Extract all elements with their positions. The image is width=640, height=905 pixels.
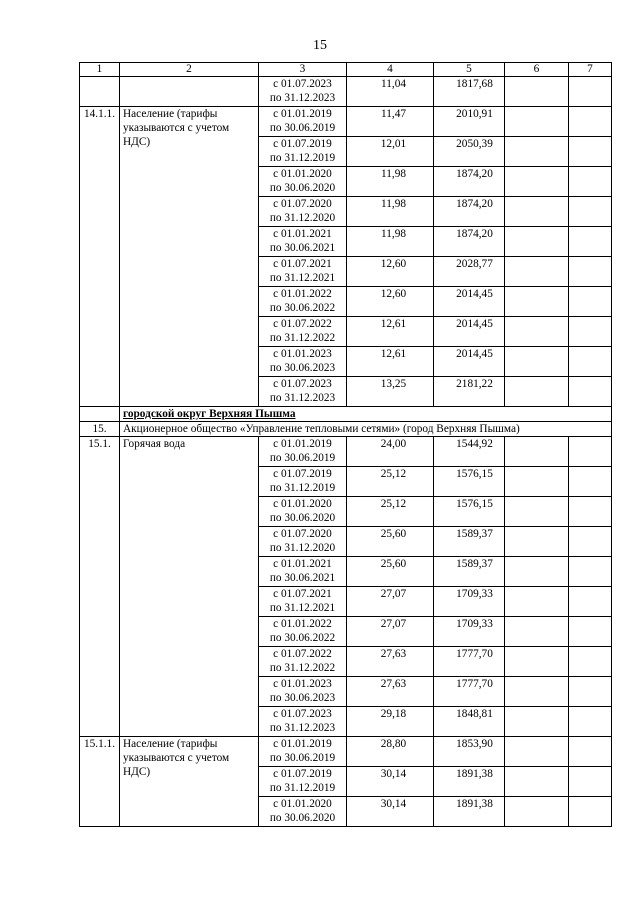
period-cell: [259, 707, 347, 737]
value-col7: [569, 257, 612, 287]
period-from: с 01.01.2020: [273, 798, 332, 810]
value-col5: 1777,70: [434, 677, 505, 707]
value-col6: [505, 647, 569, 677]
value-col5: 1848,81: [434, 707, 505, 737]
value-col4: 12,60: [347, 287, 434, 317]
period-from: с 01.01.2022: [273, 618, 332, 630]
value-col7: [569, 317, 612, 347]
period-to: по 31.12.2023: [269, 92, 336, 104]
period-cell: [259, 767, 347, 797]
value-col4: 29,18: [347, 707, 434, 737]
value-col5: 1874,20: [434, 227, 505, 257]
value-col6: [505, 497, 569, 527]
period-from: с 01.07.2022: [273, 648, 332, 660]
value-col7: [569, 77, 612, 107]
organization-row: [80, 422, 612, 437]
period-cell: [259, 647, 347, 677]
organization-name: Акционерное общество «Управление тепловыми сетями» (город Верхняя Пышма): [120, 422, 612, 437]
section-title: городской округ Верхняя Пышма: [120, 407, 612, 422]
period-to: по 31.12.2019: [269, 482, 336, 494]
value-col6: [505, 677, 569, 707]
value-col5: 1891,38: [434, 767, 505, 797]
value-col4: 11,98: [347, 227, 434, 257]
value-col4: 28,80: [347, 737, 434, 767]
item-number: 14.1.1.: [80, 107, 120, 407]
period-from: с 01.01.2020: [273, 498, 332, 510]
column-header-row: [80, 63, 612, 77]
period-from: с 01.01.2023: [273, 678, 332, 690]
value-col7: [569, 557, 612, 587]
value-col6: [505, 587, 569, 617]
value-col7: [569, 527, 612, 557]
value-col5: 2014,45: [434, 317, 505, 347]
table-row: [80, 107, 612, 137]
value-col7: [569, 107, 612, 137]
column-header: 6: [505, 63, 569, 77]
value-col6: [505, 257, 569, 287]
value-col5: 1576,15: [434, 497, 505, 527]
value-col4: 27,63: [347, 677, 434, 707]
value-col7: [569, 677, 612, 707]
period-to: по 30.06.2021: [269, 572, 336, 584]
period-to: по 31.12.2020: [269, 212, 336, 224]
value-col4: 25,12: [347, 467, 434, 497]
period-cell: [259, 227, 347, 257]
value-col7: [569, 647, 612, 677]
period-to: по 31.12.2021: [269, 272, 336, 284]
value-col5: 2010,91: [434, 107, 505, 137]
period-cell: [259, 197, 347, 227]
value-col4: 25,12: [347, 497, 434, 527]
period-to: по 31.12.2022: [269, 332, 336, 344]
value-col5: 2014,45: [434, 287, 505, 317]
period-from: с 01.07.2019: [273, 768, 332, 780]
value-col7: [569, 707, 612, 737]
period-to: по 31.12.2020: [269, 542, 336, 554]
value-col6: [505, 617, 569, 647]
period-cell: [259, 527, 347, 557]
value-col5: 1709,33: [434, 587, 505, 617]
period-to: по 31.12.2019: [269, 782, 336, 794]
period-cell: [259, 257, 347, 287]
value-col4: 25,60: [347, 557, 434, 587]
value-col7: [569, 167, 612, 197]
period-from: с 01.01.2020: [273, 168, 332, 180]
value-col4: 12,60: [347, 257, 434, 287]
period-from: с 01.07.2023: [273, 78, 332, 90]
period-cell: [259, 467, 347, 497]
value-col4: 27,07: [347, 587, 434, 617]
section-title-row: [80, 407, 612, 422]
value-col7: [569, 287, 612, 317]
value-col6: [505, 377, 569, 407]
period-cell: [259, 797, 347, 827]
value-col6: [505, 347, 569, 377]
table-row: [80, 437, 612, 467]
period-cell: [259, 77, 347, 107]
period-from: с 01.01.2021: [273, 228, 332, 240]
value-col7: [569, 497, 612, 527]
period-to: по 30.06.2023: [269, 692, 336, 704]
value-col7: [569, 617, 612, 647]
period-to: по 30.06.2022: [269, 632, 336, 644]
value-col4: 27,63: [347, 647, 434, 677]
value-col5: 2028,77: [434, 257, 505, 287]
period-to: по 31.12.2023: [269, 722, 336, 734]
value-col6: [505, 467, 569, 497]
period-to: по 30.06.2020: [269, 182, 336, 194]
value-col5: 1874,20: [434, 197, 505, 227]
value-col5: 2181,22: [434, 377, 505, 407]
item-number: 15.1.1.: [80, 737, 120, 827]
period-cell: [259, 167, 347, 197]
page-number: 15: [313, 38, 327, 53]
value-col7: [569, 377, 612, 407]
value-col4: 30,14: [347, 767, 434, 797]
period-cell: [259, 587, 347, 617]
value-col4: 11,47: [347, 107, 434, 137]
period-from: с 01.07.2022: [273, 318, 332, 330]
value-col6: [505, 167, 569, 197]
period-cell: [259, 377, 347, 407]
value-col6: [505, 137, 569, 167]
section-number-cell: [80, 407, 120, 422]
value-col6: [505, 77, 569, 107]
tariff-table: [79, 62, 612, 827]
value-col6: [505, 227, 569, 257]
value-col4: 11,98: [347, 167, 434, 197]
column-header: 1: [80, 63, 120, 77]
value-col5: 1709,33: [434, 617, 505, 647]
value-col5: 1777,70: [434, 647, 505, 677]
column-header: 5: [434, 63, 505, 77]
period-to: по 30.06.2022: [269, 302, 336, 314]
value-col6: [505, 707, 569, 737]
organization-number: 15.: [80, 422, 120, 437]
value-col5: 1891,38: [434, 797, 505, 827]
value-col7: [569, 437, 612, 467]
period-cell: [259, 317, 347, 347]
value-col7: [569, 767, 612, 797]
value-col6: [505, 527, 569, 557]
period-to: по 30.06.2019: [269, 752, 336, 764]
period-cell: [259, 287, 347, 317]
value-col6: [505, 317, 569, 347]
value-col4: 12,61: [347, 347, 434, 377]
value-col5: 1544,92: [434, 437, 505, 467]
value-col5: 2050,39: [434, 137, 505, 167]
period-cell: [259, 617, 347, 647]
value-col7: [569, 347, 612, 377]
item-number: 15.1.: [80, 437, 120, 737]
period-cell: [259, 347, 347, 377]
period-cell: [259, 737, 347, 767]
value-col5: 1589,37: [434, 557, 505, 587]
value-col4: 11,04: [347, 77, 434, 107]
value-col5: 1874,20: [434, 167, 505, 197]
period-from: с 01.01.2019: [273, 438, 332, 450]
value-col5: 1817,68: [434, 77, 505, 107]
period-from: с 01.01.2019: [273, 738, 332, 750]
period-from: с 01.07.2019: [273, 468, 332, 480]
value-col6: [505, 197, 569, 227]
value-col6: [505, 287, 569, 317]
column-header: 4: [347, 63, 434, 77]
value-col6: [505, 557, 569, 587]
value-col7: [569, 137, 612, 167]
item-name: Население (тарифы указываются с учетом НДС): [120, 737, 259, 827]
item-name: Горячая вода: [120, 437, 259, 737]
period-from: с 01.01.2022: [273, 288, 332, 300]
value-col4: 24,00: [347, 437, 434, 467]
value-col4: 13,25: [347, 377, 434, 407]
period-cell: [259, 677, 347, 707]
period-to: по 30.06.2021: [269, 242, 336, 254]
value-col6: [505, 767, 569, 797]
value-col5: 1853,90: [434, 737, 505, 767]
period-from: с 01.01.2021: [273, 558, 332, 570]
column-header: 7: [569, 63, 612, 77]
value-col5: 1576,15: [434, 467, 505, 497]
period-cell: [259, 137, 347, 167]
period-to: по 31.12.2021: [269, 602, 336, 614]
column-header: 2: [120, 63, 259, 77]
period-from: с 01.07.2019: [273, 138, 332, 150]
value-col4: 30,14: [347, 797, 434, 827]
period-to: по 31.12.2019: [269, 152, 336, 164]
period-from: с 01.01.2019: [273, 108, 332, 120]
period-from: с 01.07.2020: [273, 528, 332, 540]
period-cell: [259, 557, 347, 587]
value-col5: 1589,37: [434, 527, 505, 557]
period-from: с 01.07.2021: [273, 258, 332, 270]
value-col7: [569, 797, 612, 827]
period-to: по 30.06.2019: [269, 452, 336, 464]
period-from: с 01.07.2021: [273, 588, 332, 600]
period-to: по 30.06.2020: [269, 812, 336, 824]
value-col4: 12,61: [347, 317, 434, 347]
value-col4: 25,60: [347, 527, 434, 557]
value-col7: [569, 737, 612, 767]
value-col6: [505, 437, 569, 467]
period-from: с 01.07.2023: [273, 378, 332, 390]
value-col7: [569, 227, 612, 257]
period-to: по 30.06.2020: [269, 512, 336, 524]
period-from: с 01.07.2023: [273, 708, 332, 720]
period-to: по 31.12.2023: [269, 392, 336, 404]
table-row: [80, 737, 612, 767]
period-cell: [259, 437, 347, 467]
period-cell: [259, 497, 347, 527]
column-header: 3: [259, 63, 347, 77]
item-name: Население (тарифы указываются с учетом НДС): [120, 107, 259, 407]
period-from: с 01.07.2020: [273, 198, 332, 210]
period-to: по 30.06.2019: [269, 122, 336, 134]
item-number-cell: [80, 77, 120, 107]
value-col4: 12,01: [347, 137, 434, 167]
period-to: по 31.12.2022: [269, 662, 336, 674]
period-cell: [259, 107, 347, 137]
table-row: [80, 77, 612, 107]
value-col6: [505, 797, 569, 827]
value-col4: 27,07: [347, 617, 434, 647]
value-col6: [505, 737, 569, 767]
item-name-cell: [120, 77, 259, 107]
value-col7: [569, 467, 612, 497]
value-col7: [569, 197, 612, 227]
period-from: с 01.01.2023: [273, 348, 332, 360]
value-col5: 2014,45: [434, 347, 505, 377]
value-col6: [505, 107, 569, 137]
value-col7: [569, 587, 612, 617]
period-to: по 30.06.2023: [269, 362, 336, 374]
value-col4: 11,98: [347, 197, 434, 227]
